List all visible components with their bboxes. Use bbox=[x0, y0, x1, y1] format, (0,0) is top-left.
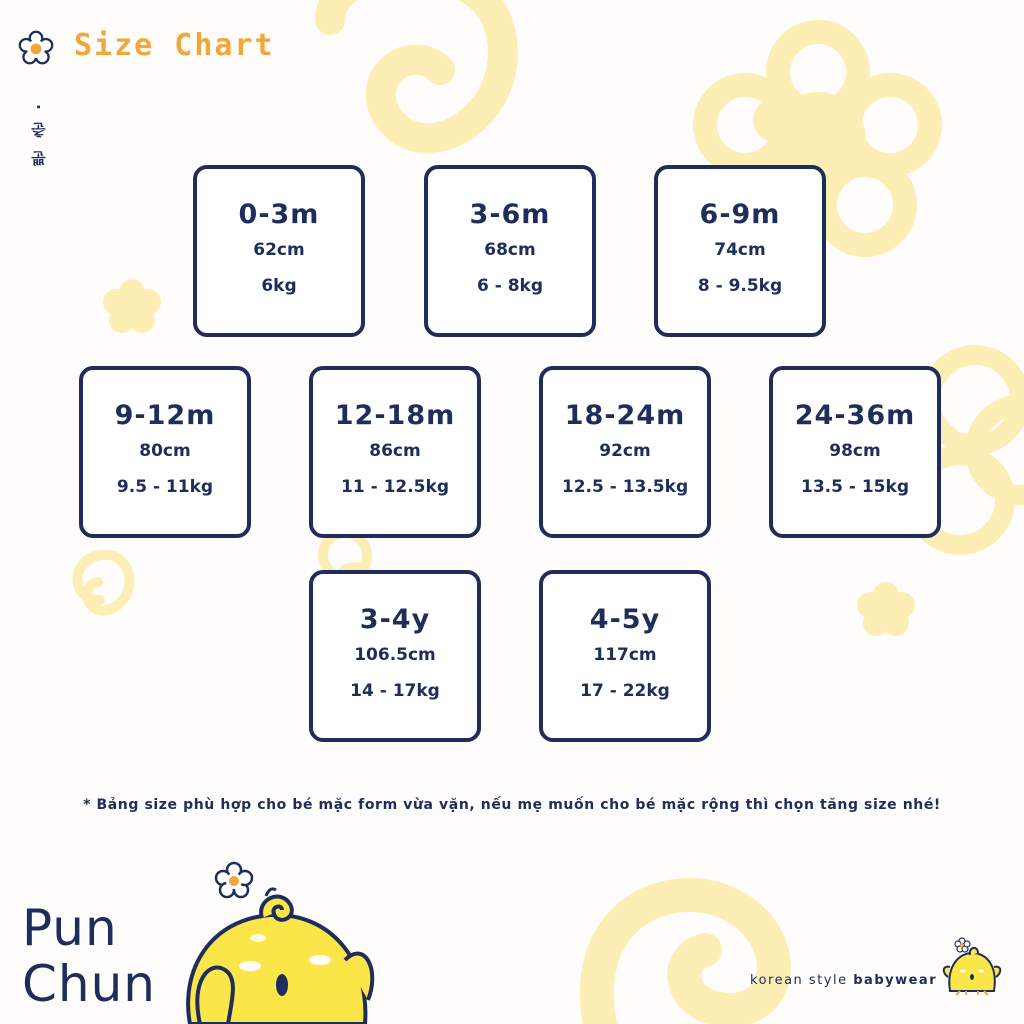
size-age: 6-9m bbox=[699, 199, 781, 230]
size-age: 3-4y bbox=[359, 604, 431, 635]
size-card bbox=[539, 570, 711, 742]
size-height: 106.5cm bbox=[354, 645, 436, 665]
size-note: * Bảng size phù hợp cho bé mặc form vừa vặn, nếu mẹ muốn cho bé mặc rộng thì chọn tăng size nhé! bbox=[83, 797, 941, 813]
swirl-decoration-left bbox=[78, 555, 130, 611]
brand-tagline bbox=[750, 973, 937, 988]
size-weight: 8 - 9.5kg bbox=[697, 276, 783, 296]
size-weight: 9.5 - 11kg bbox=[116, 477, 214, 497]
swirl-decoration-bottom bbox=[597, 895, 774, 1024]
tagline-prefix: korean style bbox=[750, 973, 848, 988]
size-card bbox=[193, 165, 365, 337]
size-height: 86cm bbox=[369, 441, 421, 461]
size-weight: 11 - 12.5kg bbox=[341, 477, 449, 497]
size-height: 98cm bbox=[829, 441, 881, 461]
flower-decoration-right bbox=[857, 582, 915, 636]
size-height: 74cm bbox=[714, 240, 766, 260]
flower-logo-icon bbox=[18, 30, 54, 66]
tagline-bold: babywear bbox=[853, 973, 938, 988]
size-height: 80cm bbox=[139, 441, 191, 461]
size-age: 4-5y bbox=[589, 604, 661, 635]
mini-chick-icon bbox=[940, 935, 1002, 997]
size-weight: 6 - 8kg bbox=[476, 276, 544, 296]
korean-brand-text: 뿐 춘 · bbox=[30, 100, 48, 167]
size-age: 12-18m bbox=[334, 400, 456, 431]
brand-line-2: Chun bbox=[22, 955, 156, 1013]
size-age: 24-36m bbox=[794, 400, 916, 431]
size-age: 9-12m bbox=[114, 400, 216, 431]
flower-decoration-left bbox=[103, 279, 161, 333]
size-height: 68cm bbox=[484, 240, 536, 260]
size-card bbox=[309, 570, 481, 742]
size-height: 92cm bbox=[599, 441, 651, 461]
size-card bbox=[79, 366, 251, 538]
size-card bbox=[539, 366, 711, 538]
size-card bbox=[654, 165, 826, 337]
size-weight: 17 - 22kg bbox=[580, 681, 670, 701]
size-height: 62cm bbox=[253, 240, 305, 260]
brand-line-1: Pun bbox=[22, 899, 118, 957]
size-card bbox=[424, 165, 596, 337]
size-age: 0-3m bbox=[238, 199, 320, 230]
size-card bbox=[769, 366, 941, 538]
size-age: 3-6m bbox=[469, 199, 551, 230]
size-height: 117cm bbox=[593, 645, 657, 665]
size-weight: 14 - 17kg bbox=[350, 681, 440, 701]
size-weight: 6kg bbox=[261, 276, 297, 296]
brand-logo bbox=[22, 900, 156, 1012]
size-card bbox=[309, 366, 481, 538]
size-age: 18-24m bbox=[564, 400, 686, 431]
size-weight: 13.5 - 15kg bbox=[801, 477, 909, 497]
page-title: Size Chart bbox=[74, 28, 275, 63]
swirl-decoration-top bbox=[330, 0, 503, 138]
size-weight: 12.5 - 13.5kg bbox=[561, 477, 689, 497]
chick-mascot-icon bbox=[170, 860, 380, 1024]
